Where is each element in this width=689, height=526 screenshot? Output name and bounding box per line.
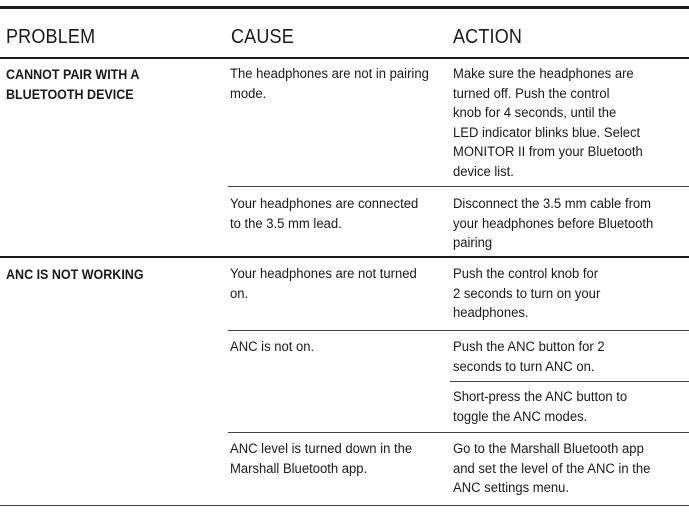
- cause-anc-not-on: ANC is not on.: [230, 339, 315, 355]
- row-divider: [228, 186, 689, 187]
- action-toggle-anc: Short-press the ANC button to toggle the ANC modes.: [453, 389, 628, 425]
- top-rule: [0, 6, 689, 9]
- problem-cannot-pair: CANNOT PAIR WITH A BLUETOOTH DEVICE: [6, 67, 140, 102]
- action-disconnect-cable: Disconnect the 3.5 mm cable from your headphones before Bluetooth pairing: [453, 196, 654, 252]
- row-divider: [228, 330, 689, 331]
- cause-not-pairing-mode: The headphones are not in pairing mode.: [230, 66, 429, 102]
- cause-not-turned-on: Your headphones are not turned on.: [230, 266, 417, 302]
- header-problem: PROBLEM: [6, 26, 96, 48]
- header-cause: CAUSE: [231, 26, 294, 48]
- row-divider: [228, 432, 689, 433]
- row-divider: [450, 381, 689, 382]
- action-turn-on: Push the control knob for 2 seconds to turn on your headphones.: [453, 266, 601, 322]
- action-set-anc-level: Go to the Marshall Bluetooth app and set the level of the ANC in the ANC settings menu.: [453, 441, 651, 497]
- action-pairing-steps: Make sure the headphones are turned off. Push the control knob for 4 seconds, until the LED indicator blinks blue. Select MONITOR II from your Bluetooth device list.: [453, 66, 643, 180]
- cause-connected-lead: Your headphones are connected to the 3.5 mm lead.: [230, 196, 419, 232]
- header-divider: [0, 57, 689, 59]
- action-anc-on: Push the ANC button for 2 seconds to turn ANC on.: [453, 339, 605, 375]
- bottom-rule: [0, 505, 689, 506]
- cause-anc-level-down: ANC level is turned down in the Marshall Bluetooth app.: [230, 441, 413, 477]
- header-action: ACTION: [453, 26, 523, 48]
- section-divider: [0, 256, 689, 258]
- problem-anc-not-working: ANC IS NOT WORKING: [6, 267, 144, 282]
